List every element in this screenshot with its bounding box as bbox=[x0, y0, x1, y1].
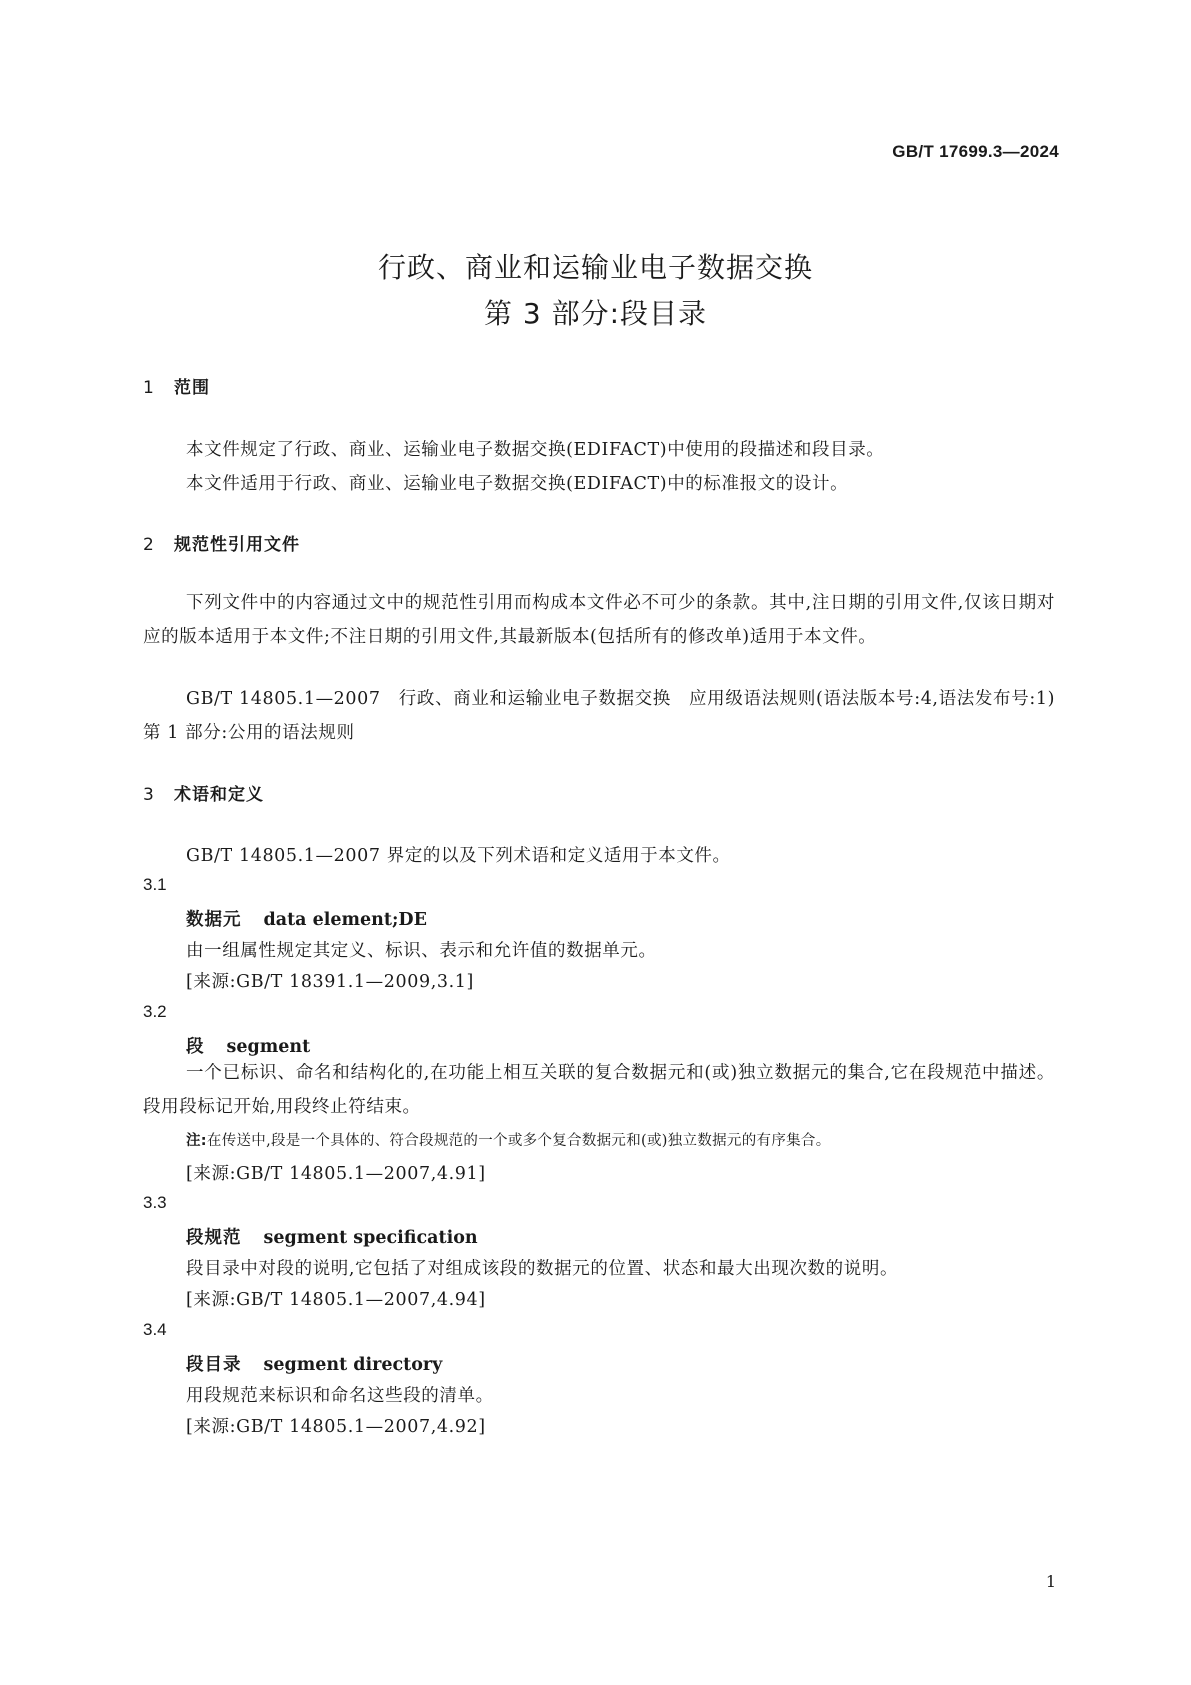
normative-references-paragraph: 下列文件中的内容通过文中的规范性引用而构成本文件必不可少的条款。其中,注日期的引用文件,仅该日期对应的版本适用于本文件;不注日期的引用文件,其最新版本(包括所有的修改单)适用于本文件。 bbox=[143, 593, 1055, 647]
term-en: segment bbox=[226, 1037, 311, 1057]
document-title-line2: 第 3 部分:段目录 bbox=[483, 297, 708, 330]
term-number: 3.3 bbox=[143, 1193, 167, 1212]
term-zh: 段目录 bbox=[186, 1355, 242, 1375]
term-definition: 段目录中对段的说明,它包括了对组成该段的数据元的位置、状态和最大出现次数的说明。 bbox=[186, 1259, 899, 1279]
term-number: 3.2 bbox=[143, 1002, 167, 1021]
document-title-line1: 行政、商业和运输业电子数据交换 bbox=[377, 251, 813, 284]
note-label: 注: bbox=[186, 1133, 207, 1149]
term-en: data element;DE bbox=[263, 910, 427, 930]
scope-paragraph-1: 本文件规定了行政、商业、运输业电子数据交换(EDIFACT)中使用的段描述和段目录。 bbox=[186, 440, 885, 460]
section-1-heading bbox=[143, 373, 210, 398]
normative-reference-entry: GB/T 14805.1—2007 行政、商业和运输业电子数据交换 应用级语法规则(语法版本号:4,语法发布号:1) 第 1 部分:公用的语法规则 bbox=[143, 689, 1074, 743]
section-2-heading bbox=[143, 530, 300, 555]
term-zh: 数据元 bbox=[186, 910, 242, 930]
term-heading bbox=[186, 906, 427, 931]
standard-code: GB/T 17699.3—2024 bbox=[892, 142, 1059, 161]
scope-paragraph-2: 本文件适用于行政、商业、运输业电子数据交换(EDIFACT)中的标准报文的设计。 bbox=[186, 474, 849, 494]
term-source: [来源:GB/T 14805.1—2007,4.94] bbox=[186, 1290, 486, 1310]
term-definition: 一个已标识、命名和结构化的,在功能上相互关联的复合数据元和(或)独立数据元的集合,它在段规范中描述。段用段标记开始,用段终止符结束。 bbox=[143, 1063, 1055, 1117]
term-source: [来源:GB/T 18391.1—2009,3.1] bbox=[186, 972, 474, 992]
term-en: segment specification bbox=[263, 1228, 478, 1248]
term-en: segment directory bbox=[263, 1355, 443, 1375]
note-text: 在传送中,段是一个具体的、符合段规范的一个或多个复合数据元和(或)独立数据元的有序集合。 bbox=[206, 1133, 831, 1149]
term-zh: 段规范 bbox=[186, 1228, 242, 1248]
section-title: 规范性引用文件 bbox=[174, 535, 300, 555]
terms-intro: GB/T 14805.1—2007 界定的以及下列术语和定义适用于本文件。 bbox=[186, 846, 731, 866]
term-zh: 段 bbox=[186, 1037, 205, 1057]
term-source: [来源:GB/T 14805.1—2007,4.91] bbox=[186, 1164, 486, 1184]
section-3-heading bbox=[143, 780, 264, 805]
term-number: 3.1 bbox=[143, 875, 167, 894]
term-heading bbox=[186, 1224, 478, 1249]
term-note bbox=[186, 1129, 831, 1150]
section-number: 2 bbox=[143, 535, 155, 555]
term-definition: 用段规范来标识和命名这些段的清单。 bbox=[186, 1386, 494, 1406]
section-title: 范围 bbox=[174, 378, 210, 398]
page-number: 1 bbox=[1045, 1572, 1056, 1591]
term-number: 3.4 bbox=[143, 1320, 167, 1339]
term-definition: 由一组属性规定其定义、标识、表示和允许值的数据单元。 bbox=[186, 941, 657, 961]
term-source: [来源:GB/T 14805.1—2007,4.92] bbox=[186, 1417, 486, 1437]
term-heading bbox=[186, 1033, 310, 1058]
section-number: 1 bbox=[143, 378, 155, 398]
section-title: 术语和定义 bbox=[174, 785, 264, 805]
section-number: 3 bbox=[143, 785, 155, 805]
term-heading bbox=[186, 1351, 442, 1376]
